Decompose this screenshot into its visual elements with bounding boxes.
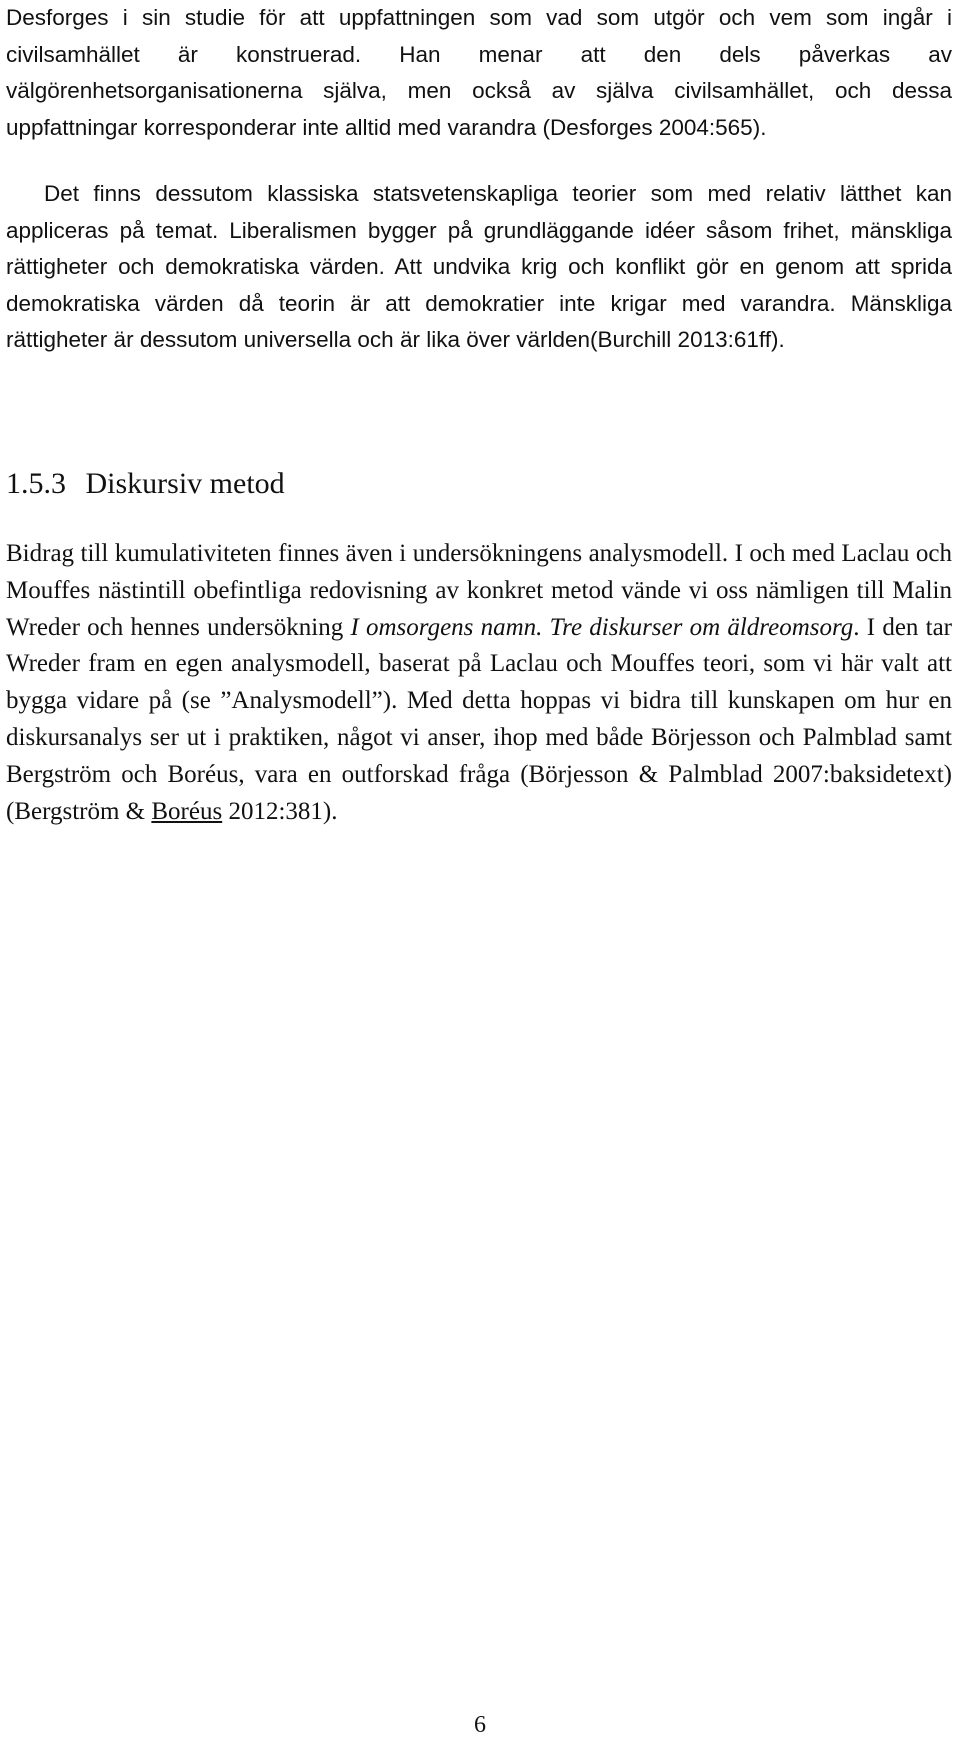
paragraph-text-part-3: vara en outforskad fråga (Börjesson & Palmblad 2007:baksidetext) (Bergström &	[6, 760, 952, 825]
paragraph-civilsamhallet: Desforges i sin studie för att uppfattningen som vad som utgör och vem som ingår i civilsamhället är konstruerad. Han menar att den dels påverkas av välgörenhetsorganisationerna själva, men också av själva civilsamhället, och dessa uppfattningar korresponderar inte alltid med varandra (Desforges 2004:565).	[6, 5, 952, 140]
paragraph-diskursiv-metod	[6, 536, 952, 830]
paragraph-text-part-1: Bidrag till kumulativiteten finnes även i undersökningens analysmodell. I och med Laclau och Mouffes nästintill obefintliga redovisning av konkret metod vände vi oss nämligen till Malin Wreder och hennes undersökning	[6, 540, 952, 641]
book-title: I omsorgens namn. Tre diskurser om äldreomsorg	[350, 613, 854, 641]
paragraph-liberalism: Det finns dessutom klassiska statsvetenskapliga teorier som med relativ lätthet kan appliceras på temat. Liberalismen bygger på grundläggande idéer såsom frihet, mänskliga rättigheter och demokratiska värden. Att undvika krig och konflikt gör en genom att sprida demokratiska värden då teorin är att demokratier inte krigar med varandra. Mänskliga rättigheter är dessutom universella och är lika över världen(Burchill 2013:61ff).	[6, 181, 952, 352]
paragraph-text-part-2: . I den tar Wreder fram en egen analysmodell, baserat på Laclau och Mouffes teori, som vi här valt att bygga vidare på (se ”Analysmodell”). Med detta hoppas vi bidra till kunskapen om hur en diskursanalys ser ut i praktiken, något vi anser, ihop med både Börjesson och Palmblad samt Bergström och Boréus	[6, 613, 953, 788]
section-title: Diskursiv metod	[85, 467, 285, 500]
section-heading	[6, 464, 285, 504]
section-number: 1.5.3	[6, 467, 66, 500]
underlined-comma: ,	[238, 760, 245, 788]
paragraph-text-part-4: 2012:381).	[222, 797, 338, 825]
page-number: 6	[474, 1712, 486, 1738]
underlined-author-name: Boréus	[151, 797, 223, 825]
